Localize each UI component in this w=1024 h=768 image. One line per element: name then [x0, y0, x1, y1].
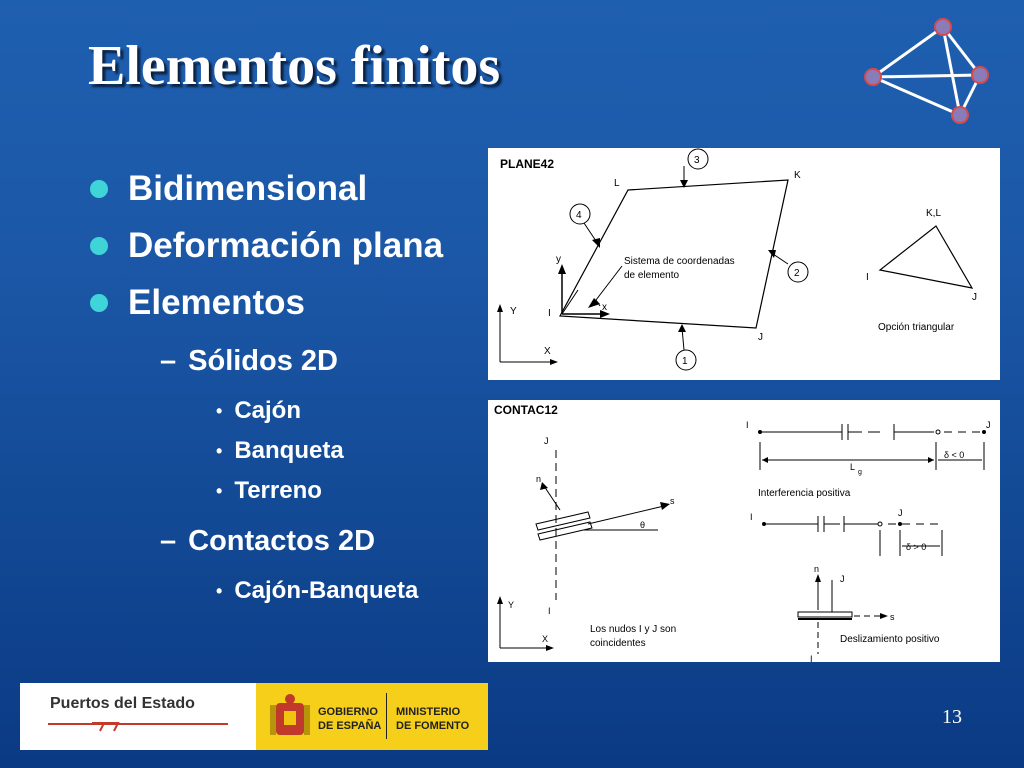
- sub-sub-bullet-text: Cajón: [234, 397, 301, 424]
- bullet-text: Bidimensional: [128, 168, 368, 208]
- puertos-mark-icon: [90, 719, 120, 733]
- face-label: 4: [576, 210, 582, 221]
- gobierno-text: [318, 705, 381, 733]
- sub-sub-bullet-item: [88, 471, 443, 511]
- contac12-figure: [488, 400, 1000, 662]
- face-label: 2: [794, 268, 800, 279]
- contac12-title: CONTAC12: [494, 403, 558, 417]
- axis-label: s: [890, 612, 895, 622]
- plane42-title: PLANE42: [500, 157, 555, 171]
- figure-caption: Interferencia positiva: [758, 488, 851, 499]
- plane42-figure: [488, 148, 1000, 380]
- angle-label: θ: [640, 520, 646, 530]
- node-label: L: [614, 178, 620, 189]
- bullet-dot-icon: [90, 180, 108, 198]
- node-label: I: [750, 512, 753, 522]
- axis-label: Y: [508, 600, 515, 610]
- bullet-list: [88, 160, 443, 611]
- ministerio-line: DE FOMENTO: [396, 720, 470, 732]
- puertos-logo: [20, 683, 256, 750]
- sub-bullet-text: Sólidos 2D: [188, 344, 338, 377]
- node-label: I: [810, 654, 813, 662]
- node-label: I: [548, 308, 551, 319]
- small-bullet-icon: •: [216, 480, 223, 501]
- annotation: Los nudos I y J son: [590, 624, 677, 635]
- bullet-item: [88, 160, 443, 217]
- annotation: coincidentes: [590, 638, 646, 649]
- axis-label: X: [544, 346, 551, 357]
- dash-icon: –: [160, 524, 177, 557]
- annotation: Sistema de coordenadas: [624, 256, 735, 267]
- gobierno-line: GOBIERNO: [318, 706, 378, 718]
- node-label: J: [972, 292, 977, 303]
- gap-label: g: [858, 469, 862, 476]
- sub-bullet-text: Contactos 2D: [188, 524, 376, 557]
- face-label: 1: [682, 356, 688, 367]
- node-label: I: [746, 420, 749, 430]
- page-number: 13: [942, 706, 962, 728]
- sub-bullet-item: [88, 511, 443, 571]
- bullet-item: [88, 217, 443, 274]
- sub-sub-bullet-text: Terreno: [234, 477, 322, 504]
- sub-sub-bullet-text: Banqueta: [234, 437, 344, 464]
- node-label: J: [544, 436, 549, 446]
- triangle-element: [880, 226, 972, 288]
- bullet-dot-icon: [90, 294, 108, 312]
- axis-label: y: [556, 254, 561, 265]
- axis-label: X: [542, 634, 549, 644]
- node-label: I: [548, 606, 551, 616]
- node-label: J: [840, 574, 845, 584]
- bullet-item: [88, 274, 443, 331]
- axis-label: n: [814, 564, 820, 574]
- dash-icon: –: [160, 344, 177, 377]
- face-label: 3: [694, 155, 700, 166]
- small-bullet-icon: •: [216, 440, 223, 461]
- coat-of-arms-icon: [268, 693, 312, 741]
- node-label: K,L: [926, 208, 942, 219]
- puertos-logo-text: Puertos del Estado: [50, 695, 195, 712]
- logo-underline: [48, 723, 228, 725]
- gap-label: L: [850, 462, 856, 472]
- figure-caption: Deslizamiento positivo: [840, 634, 940, 645]
- figure-caption: Opción triangular: [878, 322, 955, 333]
- node-label: J: [986, 420, 991, 430]
- slide-title: Elementos finitos: [88, 35, 501, 97]
- bullet-text: Deformación plana: [128, 225, 444, 265]
- sub-sub-bullet-item: [88, 391, 443, 431]
- node-label: J: [758, 332, 763, 343]
- node-label: J: [898, 508, 903, 518]
- sub-sub-bullet-text: Cajón-Banqueta: [234, 577, 419, 604]
- node-label: K: [794, 170, 801, 181]
- axis-label: n: [536, 474, 542, 484]
- ministerio-line: MINISTERIO: [396, 706, 461, 718]
- bullet-dot-icon: [90, 237, 108, 255]
- gap-label: δ > 0: [906, 542, 927, 552]
- tetrahedron-logo-icon: [855, 12, 995, 132]
- axis-label: Y: [510, 306, 517, 317]
- sub-bullet-item: [88, 331, 443, 391]
- bullet-text: Elementos: [128, 282, 305, 322]
- gap-label: δ < 0: [944, 450, 965, 460]
- gobierno-line: DE ESPAÑA: [318, 720, 382, 732]
- node-label: I: [866, 272, 869, 283]
- ministerio-text: [396, 705, 469, 733]
- sub-sub-bullet-item: [88, 431, 443, 471]
- sub-sub-bullet-item: [88, 571, 443, 611]
- axis-label: s: [670, 496, 675, 506]
- logo-divider: [386, 693, 387, 739]
- small-bullet-icon: •: [216, 400, 223, 421]
- small-bullet-icon: •: [216, 580, 223, 601]
- axis-label: x: [602, 302, 607, 313]
- annotation: de elemento: [624, 270, 680, 281]
- gobierno-logo: [256, 683, 488, 750]
